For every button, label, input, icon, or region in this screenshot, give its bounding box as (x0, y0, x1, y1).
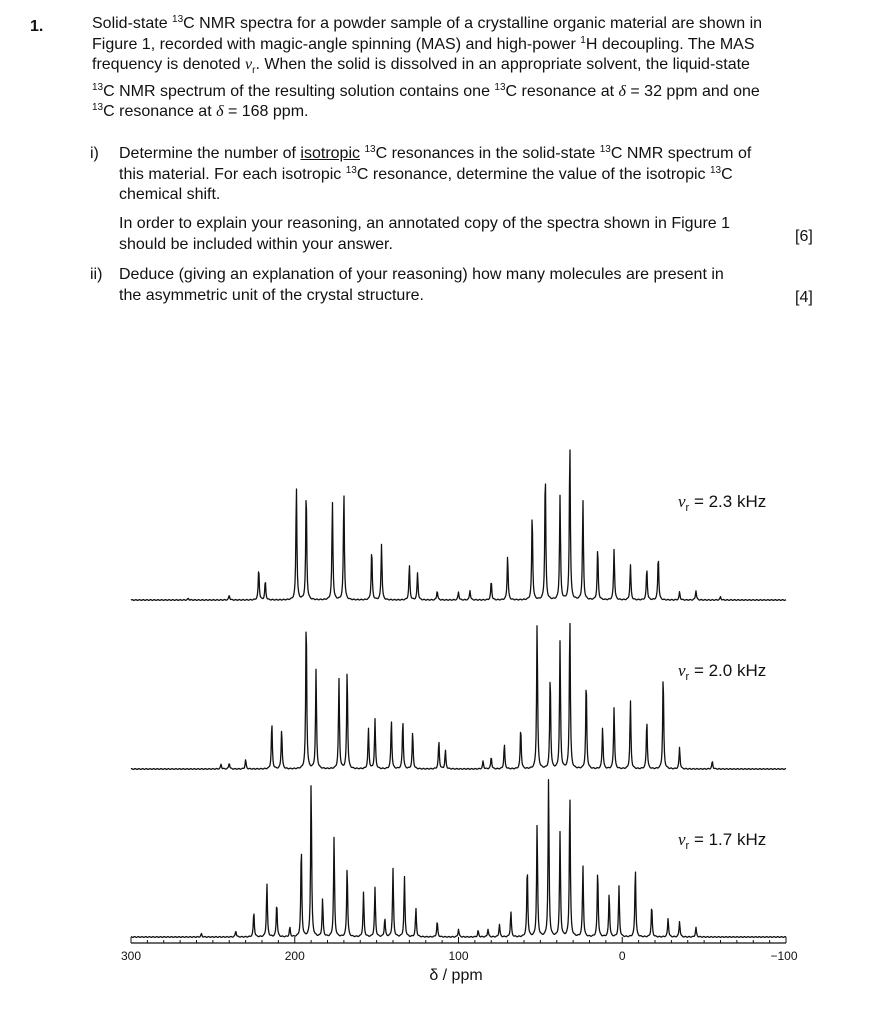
part-i-text: Determine the number of isotropic $^{13}$C resonances in the solid-state $^{13}$C NMR spectrum of this material. For each isotropic $^{13}$C resonance, determine the value of the isotropic $^{13}$C chemical shift. (119, 144, 752, 203)
question-number: 1. (30, 18, 44, 35)
x-tick-label: 100 (448, 949, 469, 963)
ppm-axis (121, 937, 798, 963)
spectra-group (131, 450, 786, 937)
spectrum-trace (131, 450, 786, 600)
spectrum-trace (131, 624, 786, 770)
spinning-rate-label: $\nu_r = 2.3$ kHz (678, 492, 767, 514)
part-ii-text: Deduce (giving an explanation of your reasoning) how many molecules are present in the asymmetric unit of the crystal structure. (119, 266, 724, 304)
part-ii-marks: [4] (795, 289, 813, 306)
part-i-marks: [6] (795, 228, 813, 245)
spinning-rate-label: $\nu_r = 2.0$ kHz (678, 661, 767, 683)
spinning-rate-label: $\nu_r = 1.7$ kHz (678, 830, 767, 852)
x-tick-label: 300 (120, 949, 142, 963)
x-tick-label: −100 (770, 949, 798, 963)
part-ii-label: ii) (90, 266, 103, 283)
question-intro: Solid-state $^{13}$C NMR spectra for a powder sample of a crystalline organic material are shown in Figure 1, recorded with magic-angle spinning (MAS) and high-power $^1$H decoupling. The MAS frequency is denoted $\nu_r$. When the solid is dissolved in an appropriate solvent, the liquid-state $^{13}$C NMR spectrum of the resulting solution contains one $^{13}$C resonance at δ = 32 ppm and one $^{13}$C resonance at δ = 168 ppm. (92, 14, 763, 121)
part-i-instruction: In order to explain your reasoning, an annotated copy of the spectra shown in Figure 1 should be included within your answer. (119, 215, 731, 253)
spectrum-trace (131, 780, 786, 938)
part-i-label: i) (90, 145, 99, 162)
x-tick-label: 200 (284, 949, 305, 963)
spinning-rate-labels (678, 492, 766, 852)
x-axis-label: δ / ppm (429, 967, 483, 984)
x-tick-label: 0 (618, 949, 626, 963)
